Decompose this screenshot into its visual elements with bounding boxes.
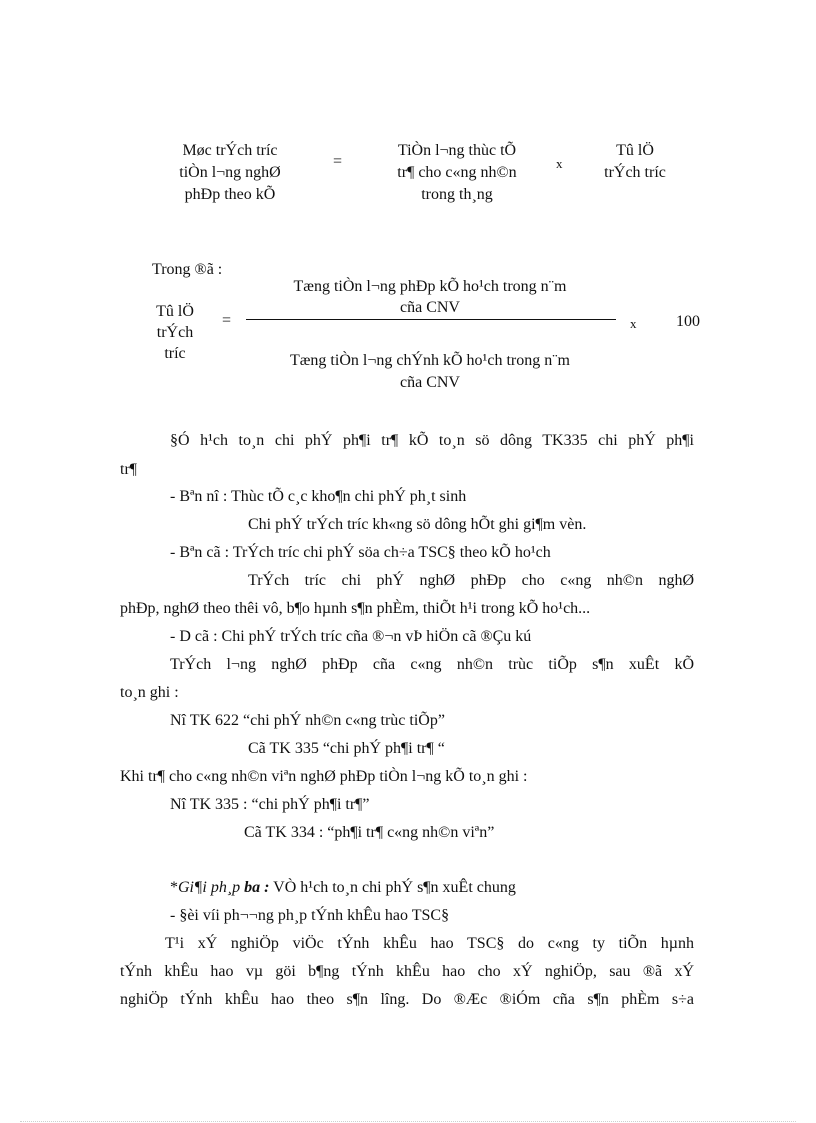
formula2-left-line-2: trÝch — [156, 324, 194, 341]
formula2-multiplier: 100 — [676, 313, 700, 330]
formula1-times-sign: x — [556, 156, 563, 171]
formula2-left-line-3: tríc — [164, 345, 186, 362]
paragraph-line: TrÝch l¬ng nghØ phÐp cña c«ng nh©n trùc tiÕp s¶n xuÊt kÕ — [170, 656, 694, 673]
paragraph-line: §Ó h¹ch to¸n chi phÝ ph¶i tr¶ kÕ to¸n sö dông TK335 chi phÝ ph¶i — [170, 432, 694, 449]
formula2-denominator-line-1: Tæng tiÒn l¬ng chÝnh kÕ ho¹ch trong n¨m — [289, 352, 570, 369]
paragraph-line: T¹i xÝ nghiÖp viÖc tÝnh khÊu hao TSC§ do c«ng ty tiÕn hµnh — [165, 935, 694, 952]
formula1-left-line-1: Møc trÝch tríc — [182, 142, 278, 159]
formula1-right-line-1: Tû lÖ — [616, 142, 654, 159]
formula1-right-line-2: trÝch tríc — [604, 164, 666, 181]
formula1-mid-line-1: TiÒn l¬ng thùc tÕ — [397, 142, 517, 159]
formula2-numerator-line-2: cña CNV — [400, 299, 460, 316]
paragraph-line: - §èi víi ph¬¬ng ph¸p tÝnh khÊu hao TSC§ — [170, 907, 450, 924]
formula2-equals-sign: = — [222, 312, 232, 329]
paragraph-line: Cã TK 335 “chi phÝ ph¶i tr¶ “ — [248, 740, 445, 757]
formula2-times-sign: x — [630, 316, 637, 331]
formula2-denominator-line-2: cña CNV — [400, 374, 460, 391]
paragraph-line: to¸n ghi : — [120, 684, 179, 701]
fraction-bar — [246, 319, 616, 320]
solution-star: * — [170, 879, 178, 896]
solution-label: Gi¶i ph¸p — [178, 879, 241, 896]
formula2-left-line-1: Tû lÖ — [156, 303, 194, 320]
paragraph-line: - Bªn nî : Thùc tÕ c¸c kho¶n chi phÝ ph¸t sinh — [170, 488, 467, 505]
paragraph-line: nghiÖp tÝnh khÊu hao theo s¶n lîng. Do ®Æc ®iÓm cña s¶n phÈm s÷a — [120, 991, 694, 1008]
formula1-mid-line-2: tr¶ cho c«ng nh©n — [397, 164, 517, 181]
solution-title: VÒ h¹ch to¸n chi phÝ s¶n xuÊt chung — [269, 879, 516, 896]
paragraph-line: - D cã : Chi phÝ trÝch tríc cña ®¬n vÞ hiÖn cã ®Çu kú — [170, 628, 532, 645]
formula2-numerator-line-1: Tæng tiÒn l¬ng phÐp kÕ ho¹ch trong n¨m — [293, 278, 567, 295]
paragraph-line: Khi tr¶ cho c«ng nh©n viªn nghØ phÐp tiÒn l¬ng kÕ to¸n ghi : — [120, 768, 528, 785]
solution-number: ba : — [244, 879, 270, 896]
paragraph-line: Chi phÝ trÝch tríc kh«ng sö dông hÕt ghi gi¶m vèn. — [248, 516, 587, 533]
page-bottom-border — [20, 1121, 796, 1122]
paragraph-line: Nî TK 622 “chi phÝ nh©n c«ng trùc tiÕp” — [170, 712, 445, 729]
formula2-intro: Trong ®ã : — [152, 261, 223, 278]
paragraph-line: TrÝch tríc chi phÝ nghØ phÐp cho c«ng nh©n nghØ — [248, 572, 694, 589]
paragraph-line: tr¶ — [120, 461, 138, 478]
formula1-equals-sign: = — [333, 153, 343, 170]
solution-heading — [170, 877, 516, 899]
paragraph-line: Cã TK 334 : “ph¶i tr¶ c«ng nh©n viªn” — [244, 824, 495, 841]
formula1-left-line-3: phÐp theo kÕ — [184, 186, 276, 203]
paragraph-line: tÝnh khÊu hao vµ göi b¶ng tÝnh khÊu hao cho xÝ nghiÖp, sau ®ã xÝ — [120, 963, 694, 980]
paragraph-line: Nî TK 335 : “chi phÝ ph¶i tr¶” — [170, 796, 370, 813]
paragraph-line: - Bªn cã : TrÝch tríc chi phÝ söa ch÷a TSC§ theo kÕ ho¹ch — [170, 544, 551, 561]
formula1-left-line-2: tiÒn l¬ng nghØ — [179, 164, 281, 181]
paragraph-line: phÐp, nghØ theo thêi vô, b¶o hµnh s¶n phÈm, thiÕt h¹i trong kÕ ho¹ch... — [120, 600, 591, 617]
formula1-mid-line-3: trong th¸ng — [421, 186, 493, 203]
